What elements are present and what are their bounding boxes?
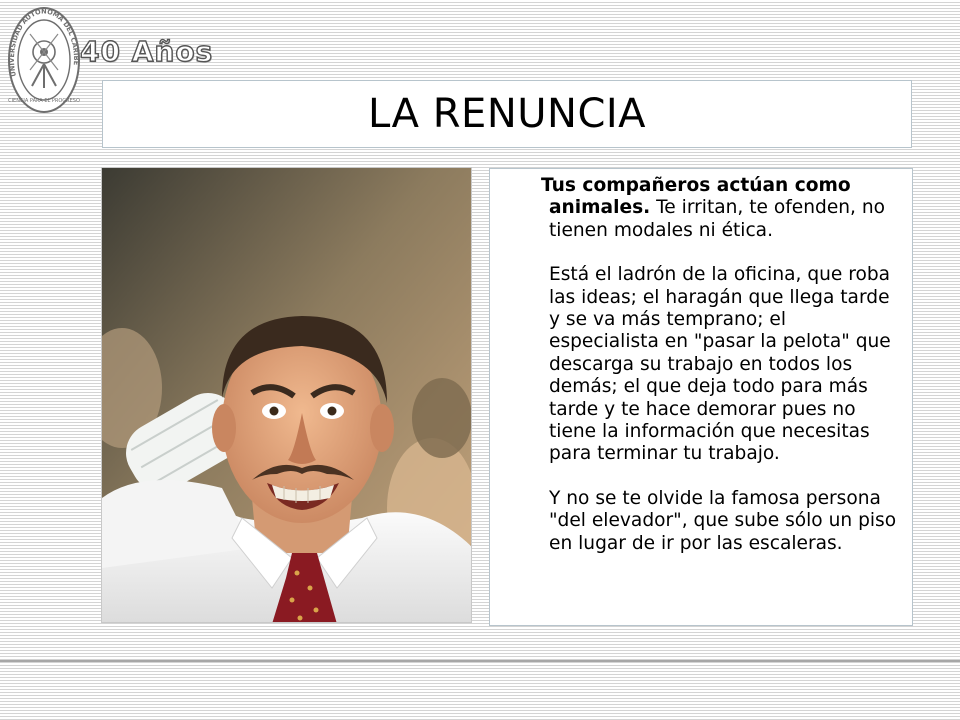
svg-text:UNIVERSIDAD AUTONOMA DEL CARIB: UNIVERSIDAD AUTONOMA DEL CARIBE	[7, 7, 81, 78]
paragraph-2: Está el ladrón de la oficina, que roba las ideas; el haragán que llega tarde y se va más temprano; el especialista en "pasar la pelota" que descarga su trabajo en todos los demás; el que deja todo para más tarde y te hace demorar pues no tiene la información que necesitas para terminar tu trabajo.	[549, 264, 891, 465]
paragraph-1	[541, 175, 900, 242]
angry-man-photo	[101, 167, 472, 623]
anniversary-label: 40 Años	[80, 35, 214, 68]
university-seal-logo	[6, 4, 82, 116]
svg-text:CIENCIA PARA EL PROGRESO: CIENCIA PARA EL PROGRESO	[8, 98, 80, 104]
lead-bold-text: Tus compañeros actúan como animales.	[541, 175, 851, 219]
paragraph-3: Y no se te olvide la famosa persona "del elevador", que sube sólo un piso en lugar de ir por las escaleras.	[549, 487, 897, 554]
title-box	[102, 80, 912, 148]
slide-title: LA RENUNCIA	[367, 91, 647, 137]
body-text-box	[489, 168, 913, 626]
footer-divider	[0, 660, 960, 662]
lead-rest-text: Te irritan, te ofenden, no tienen modales ni ética.	[549, 197, 886, 241]
